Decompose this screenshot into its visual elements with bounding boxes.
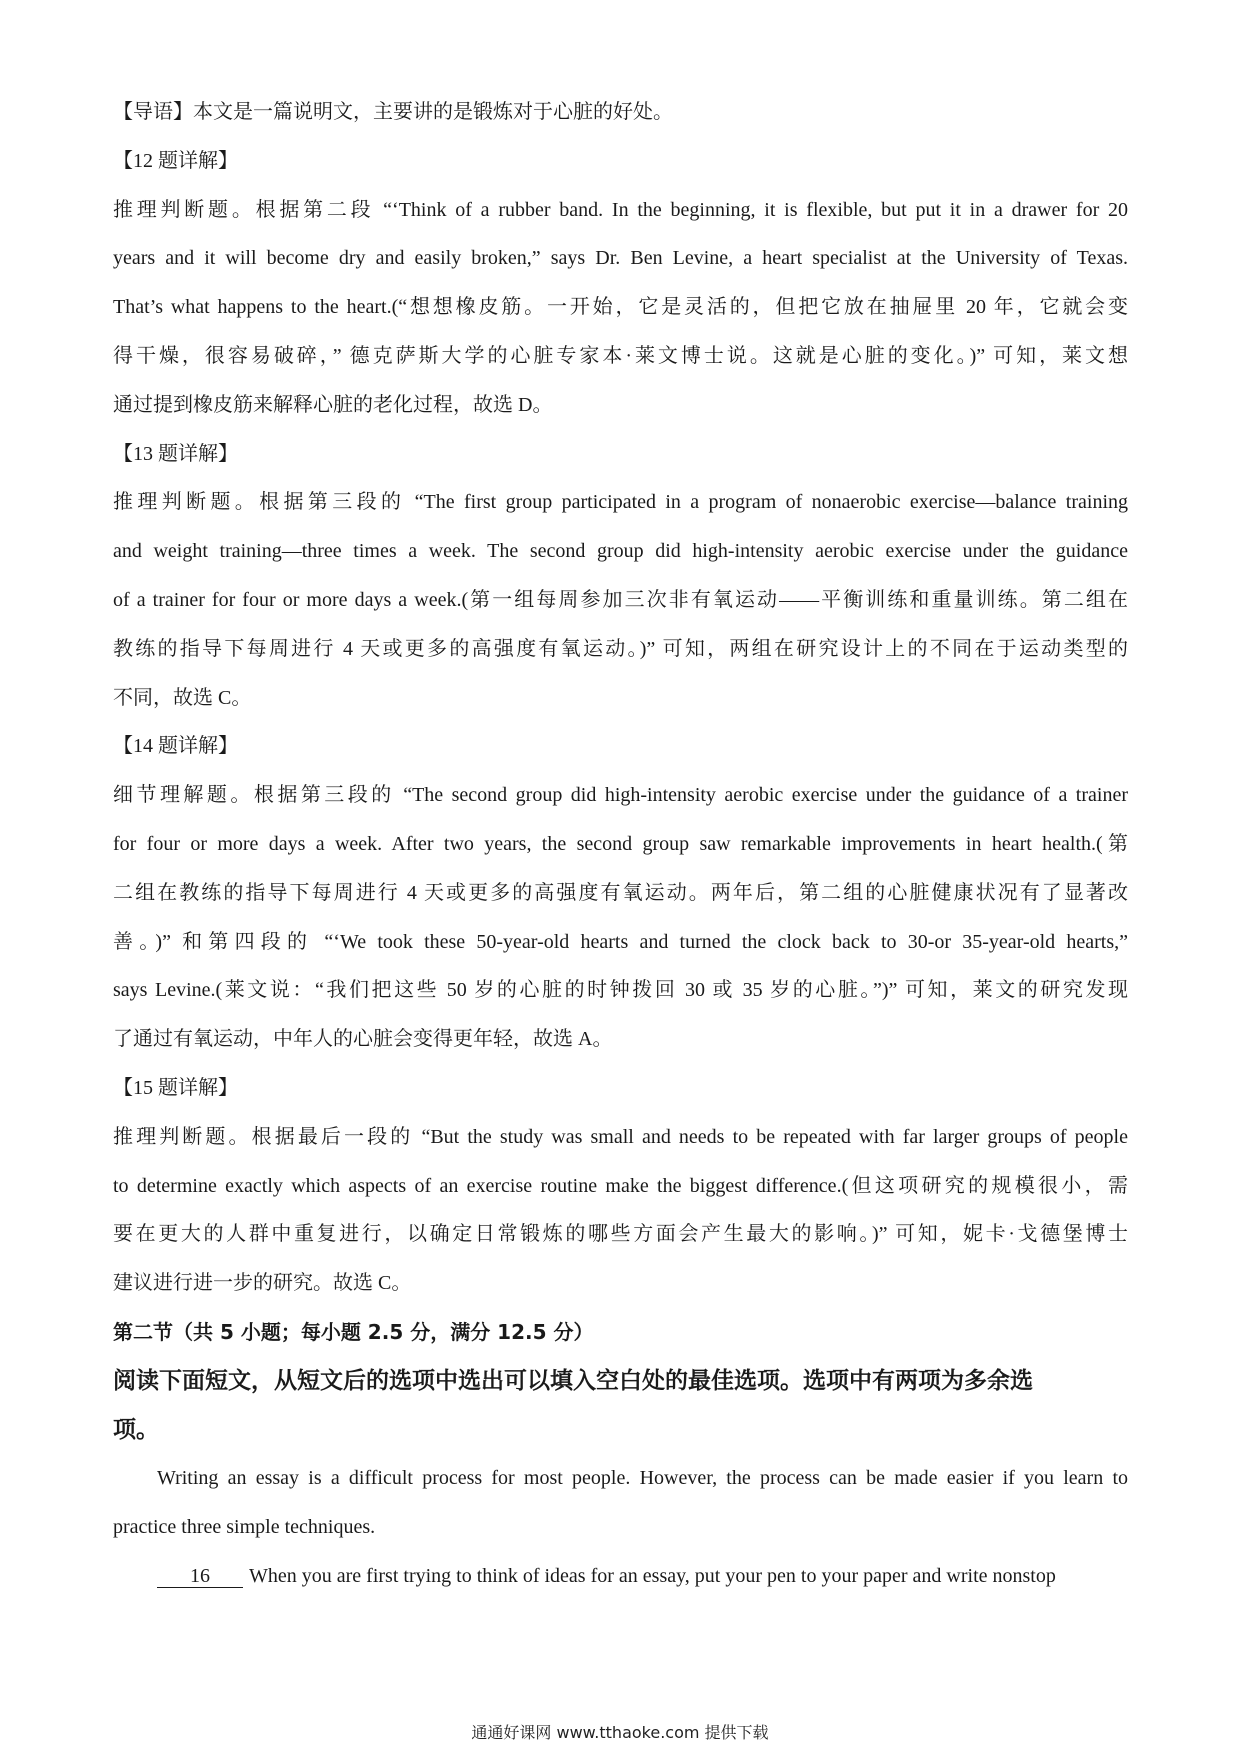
passage-p1-line-1: Writing an essay is a difficult process for most people. However, the process can be made easier if you learn to (157, 1467, 1128, 1490)
q14-line-5: says Levine.(莱文说：“我们把这些 50 岁的心脏的时钟拨回 30 或 35 岁的心脏。”)” 可知，莱文的研究发现 (113, 979, 1128, 1002)
passage-p2-text: When you are first trying to think of ideas for an essay, put your pen to your paper and write nonstop (249, 1564, 1056, 1587)
q12-line-5: 通过提到橡皮筋来解释心脏的老化过程，故选 D。 (113, 393, 553, 416)
section-2-instruction-line-2: 项。 (113, 1416, 159, 1443)
q14-line-6: 了通过有氧运动，中年人的心脏会变得更年轻，故选 A。 (113, 1028, 613, 1051)
q14-line-1: 细节理解题。根据第三段的 “The second group did high-intensity aerobic exercise under the guidance of a trainer (113, 784, 1128, 807)
passage-p2-line-1 (113, 1552, 1128, 1601)
q12-line-4: 得干燥，很容易破碎，” 德克萨斯大学的心脏专家本·莱文博士说。这就是心脏的变化。)” 可知，莱文想 (113, 344, 1128, 367)
document-page (113, 88, 1128, 1601)
intro-text: 【导语】本文是一篇说明文，主要讲的是锻炼对于心脏的好处。 (113, 101, 673, 123)
q12-line-2: years and it will become dry and easily broken,” says Dr. Ben Levine, a heart specialist at the University of Texas. (113, 247, 1128, 270)
q15-line-4: 建议进行进一步的研究。故选 C。 (113, 1272, 412, 1295)
q13-line-4: 教练的指导下每周进行 4 天或更多的高强度有氧运动。)” 可知，两组在研究设计上的不同在于运动类型的 (113, 637, 1128, 660)
q13-line-1: 推理判断题。根据第三段的 “The first group participated in a program of nonaerobic exercise—balance training (113, 491, 1128, 514)
q13-line-2: and weight training—three times a week. The second group did high-intensity aerobic exercise under the guidance (113, 540, 1128, 563)
q13-line-3: of a trainer for four or more days a week.(第一组每周参加三次非有氧运动——平衡训练和重量训练。第二组在 (113, 588, 1128, 611)
q15-heading: 【15 题详解】 (113, 1076, 238, 1099)
q15-line-1: 推理判断题。根据最后一段的 “But the study was small and needs to be repeated with far larger groups of people (113, 1125, 1128, 1148)
blank-16: 16 (157, 1565, 243, 1588)
q12-line-1: 推理判断题。根据第二段 “‘Think of a rubber band. In the beginning, it is flexible, but put it in a drawer for 20 (113, 198, 1128, 221)
q13-line-5: 不同，故选 C。 (113, 686, 252, 709)
q14-line-4: 善。)” 和第四段的 “‘We took these 50-year-old hearts and turned the clock back to 30-or 35-year-old hearts,” (113, 930, 1128, 953)
q14-line-3: 二组在教练的指导下每周进行 4 天或更多的高强度有氧运动。两年后，第二组的心脏健康状况有了显著改 (113, 881, 1128, 904)
q13-heading: 【13 题详解】 (113, 442, 238, 465)
q15-line-3: 要在更大的人群中重复进行，以确定日常锻炼的哪些方面会产生最大的影响。)” 可知，妮卡·戈德堡博士 (113, 1223, 1128, 1246)
q14-line-2: for four or more days a week. After two years, the second group saw remarkable improvements in heart health.(第 (113, 832, 1128, 855)
q12-heading: 【12 题详解】 (113, 149, 238, 172)
section-2-instruction-line-1: 阅读下面短文，从短文后的选项中选出可以填入空白处的最佳选项。选项中有两项为多余选 (113, 1367, 1033, 1394)
q12-line-3: That’s what happens to the heart.(“想想橡皮筋。一开始，它是灵活的，但把它放在抽屉里 20 年，它就会变 (113, 296, 1128, 319)
page-footer: 通通好课网 www.tthaoke.com 提供下载 (471, 1723, 769, 1742)
q14-heading: 【14 题详解】 (113, 735, 238, 758)
passage-p1-line-2: practice three simple techniques. (113, 1516, 376, 1539)
q15-line-2: to determine exactly which aspects of an exercise routine make the biggest difference.(但这项研究的规模很小，需 (113, 1174, 1128, 1197)
section-2-title: 第二节（共 5 小题；每小题 2.5 分，满分 12.5 分） (113, 1319, 594, 1344)
